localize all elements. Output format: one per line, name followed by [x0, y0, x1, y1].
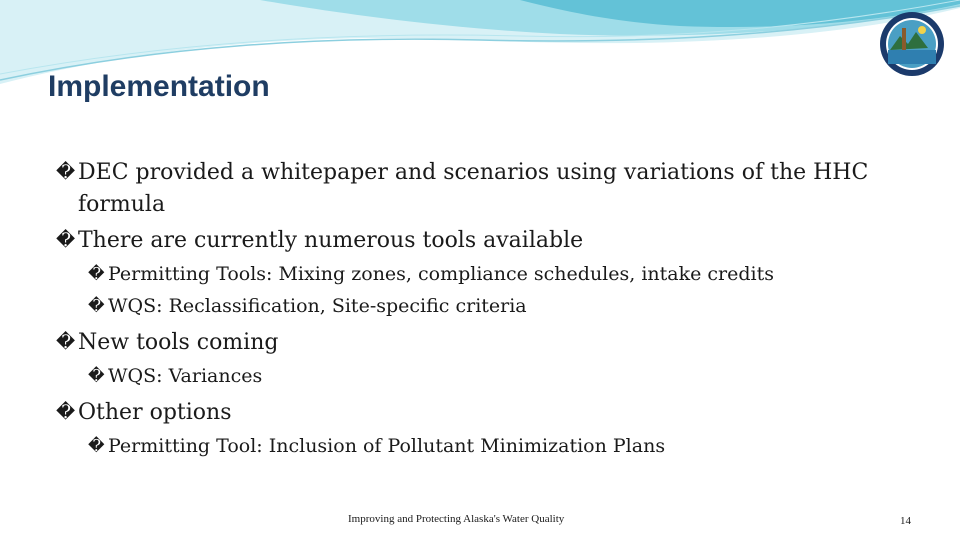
sub-bullet-text: Permitting Tool: Inclusion of Pollutant Minimization Plans [108, 435, 666, 457]
missing-glyph-bullet-icon: � [56, 402, 76, 423]
sub-bullet-text: WQS: Variances [108, 365, 263, 387]
missing-glyph-bullet-icon: � [88, 264, 105, 283]
missing-glyph-bullet-icon: � [56, 162, 76, 183]
bullet-text: DEC provided a whitepaper and scenarios using variations of the HHC formula [78, 160, 869, 217]
bullet-list [56, 155, 916, 461]
bullet-item [56, 397, 916, 429]
bullet-text: Other options [78, 400, 232, 425]
bullet-text: New tools coming [78, 330, 279, 355]
sub-bullet-text: WQS: Reclassification, Site-specific criteria [108, 295, 527, 317]
sub-bullet-item [56, 259, 916, 289]
page-number: 14 [900, 515, 911, 527]
bullet-item [56, 225, 916, 257]
footer-text: Improving and Protecting Alaska's Water Quality [348, 513, 565, 525]
missing-glyph-bullet-icon: � [88, 366, 105, 385]
bullet-item [56, 157, 916, 221]
missing-glyph-bullet-icon: � [56, 230, 76, 251]
bullet-item [56, 327, 916, 359]
bullet-text: There are currently numerous tools available [78, 228, 584, 253]
missing-glyph-bullet-icon: � [88, 296, 105, 315]
sub-bullet-item [56, 431, 916, 461]
sub-bullet-item [56, 291, 916, 321]
sub-bullet-text: Permitting Tools: Mixing zones, compliance schedules, intake credits [108, 263, 774, 285]
slide-title: Implementation [48, 70, 270, 103]
alaska-dec-seal-icon [878, 10, 946, 78]
missing-glyph-bullet-icon: � [56, 332, 76, 353]
missing-glyph-bullet-icon: � [88, 436, 105, 455]
sub-bullet-item [56, 361, 916, 391]
